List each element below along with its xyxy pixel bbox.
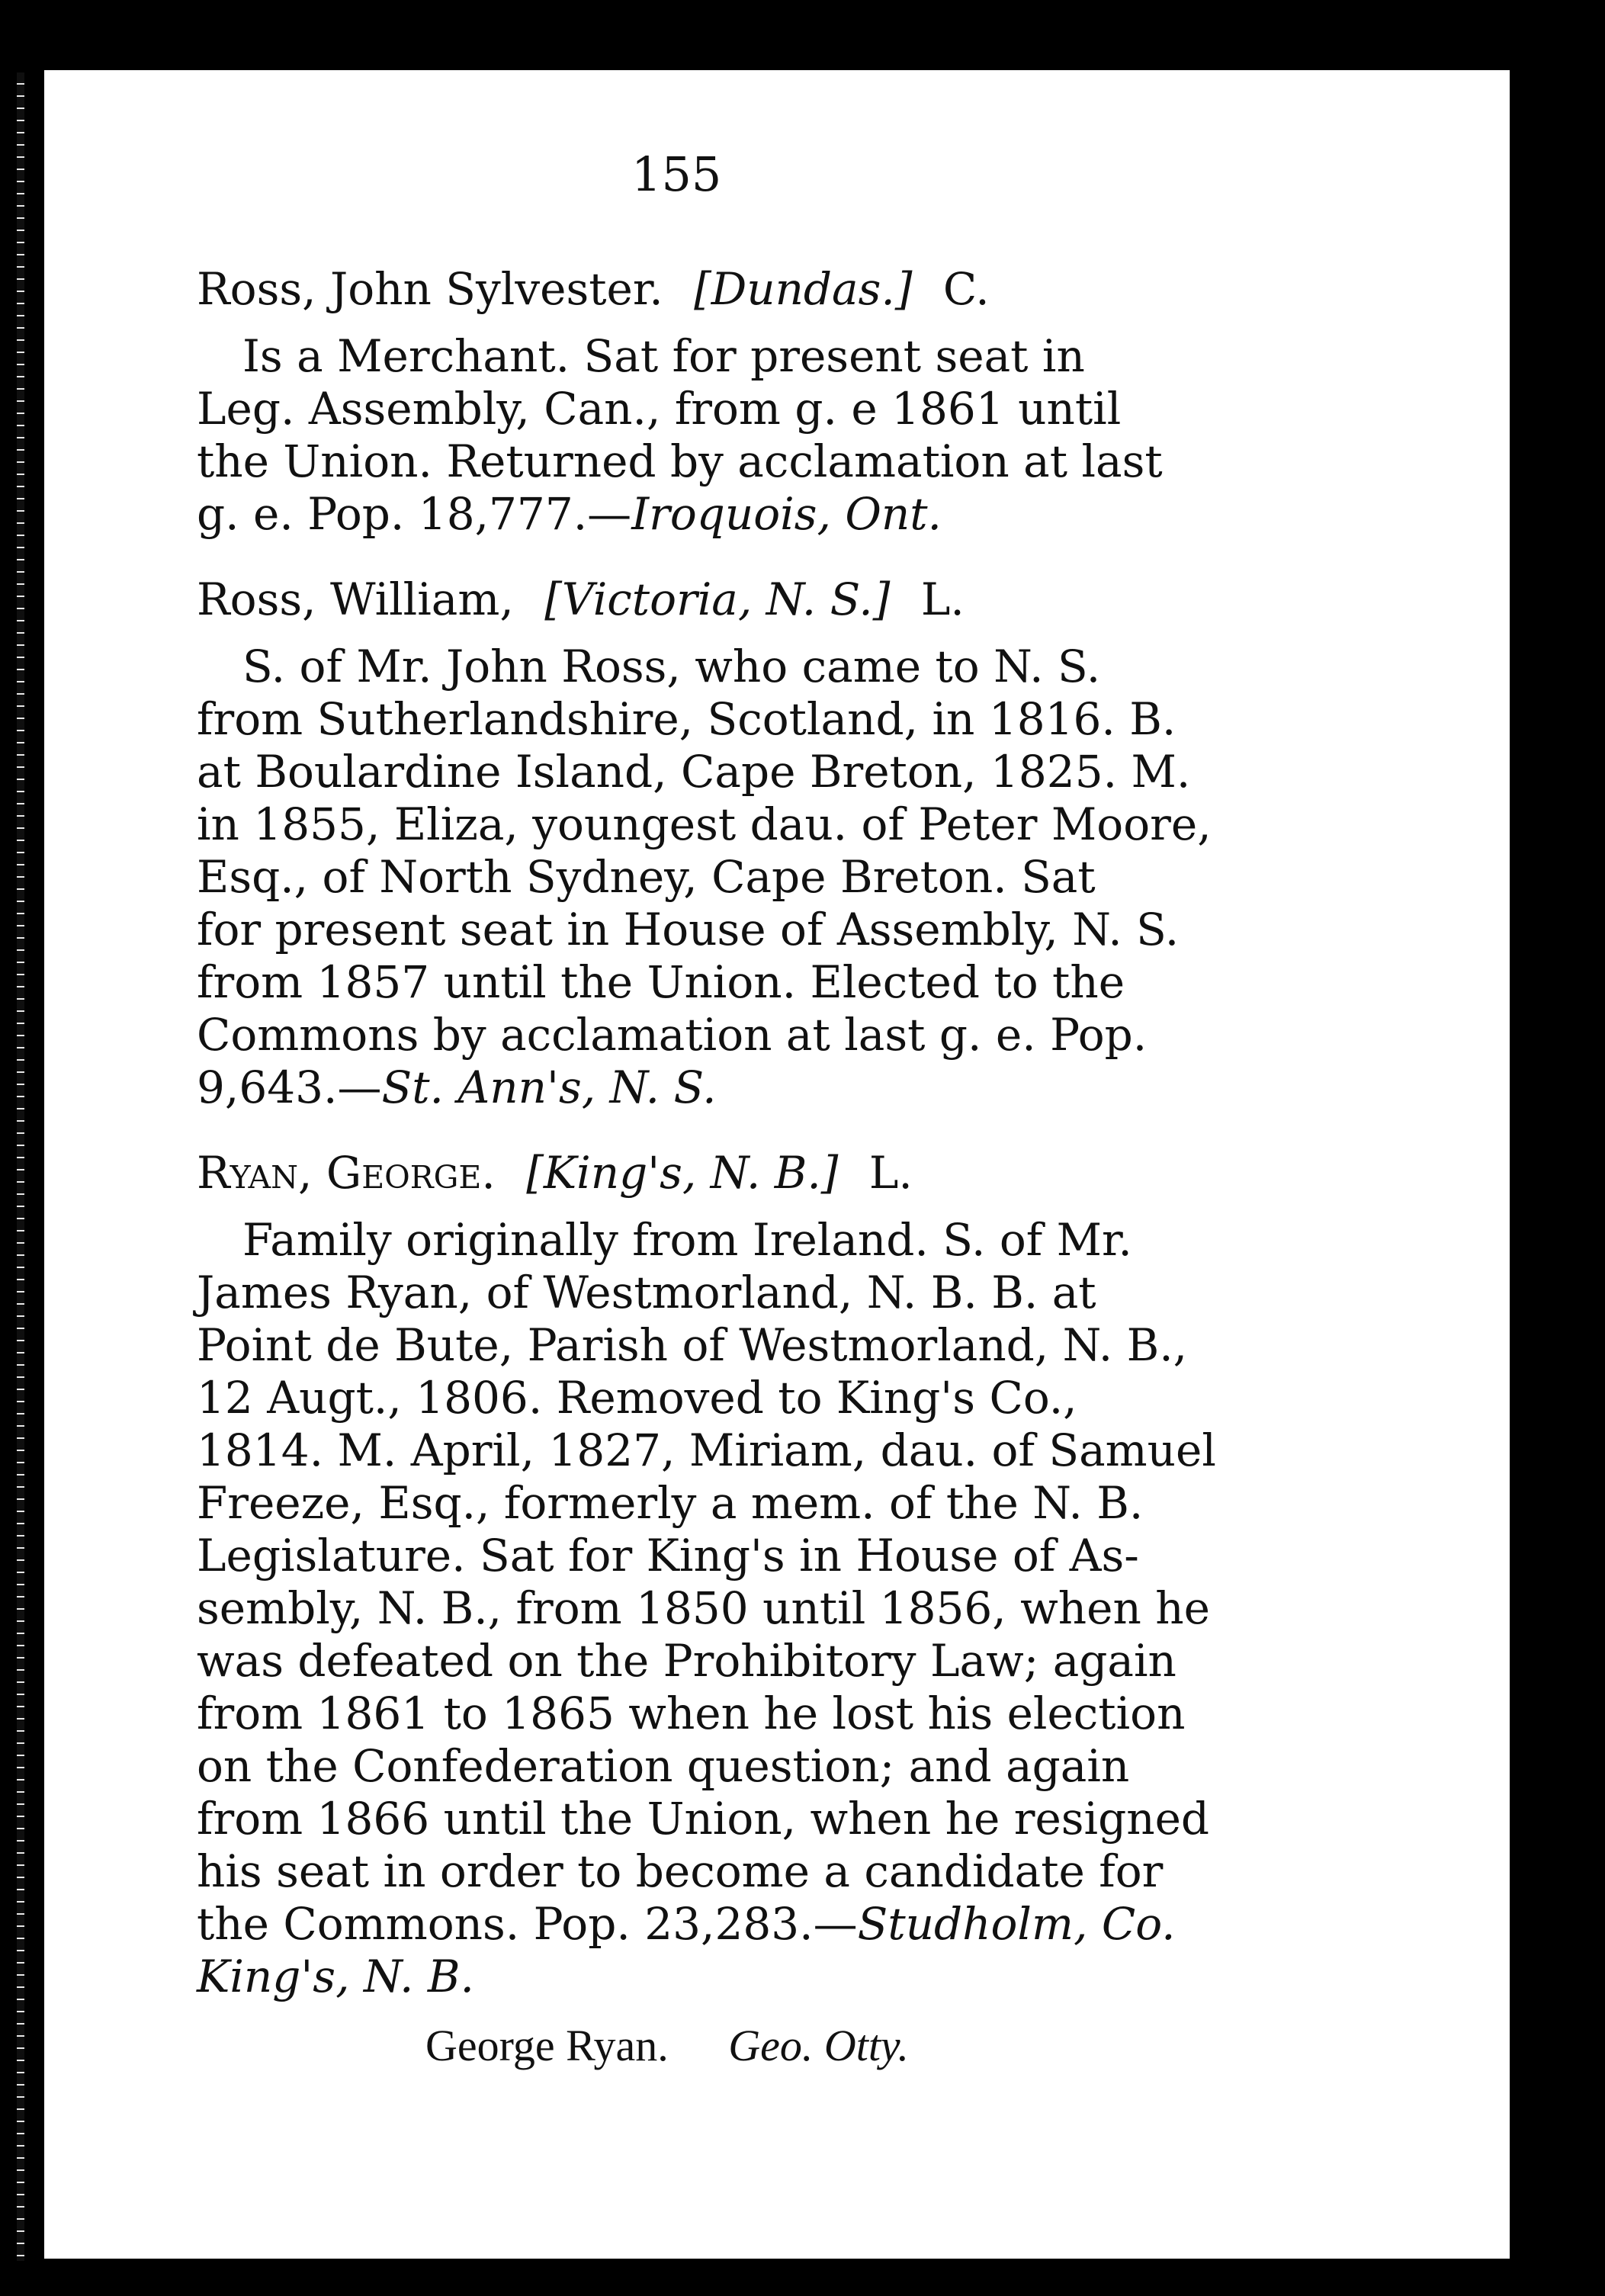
entry-body-line: from 1861 to 1865 when he lost his election xyxy=(197,1687,1186,1739)
entry-heading xyxy=(197,263,990,316)
book-page xyxy=(44,70,1510,2259)
entry-body-line: 9,643.—St. Ann's, N. S. xyxy=(197,1061,717,1113)
entry-body-line: Freeze, Esq., formerly a mem. of the N. B. xyxy=(197,1477,1144,1529)
entry-heading xyxy=(197,573,965,626)
signature-1: George Ryan. xyxy=(425,2021,669,2070)
entry-body-line: 12 Augt., 1806. Removed to King's Co., xyxy=(197,1372,1077,1424)
entry-body-line: was defeated on the Prohibitory Law; again xyxy=(197,1635,1176,1687)
entry-riding: [Dundas.] xyxy=(694,263,913,315)
entry-body-line: at Boulardine Island, Cape Breton, 1825. M. xyxy=(197,746,1191,798)
entry-body-line: the Commons. Pop. 23,283.—Studholm, Co. xyxy=(197,1898,1176,1950)
entry-body-line: Commons by acclamation at last g. e. Pop. xyxy=(197,1009,1148,1061)
entry-name: Ryan, George. xyxy=(197,1147,496,1199)
entry-body-line: from 1866 until the Union, when he resigned xyxy=(197,1793,1210,1845)
entry-body-line: S. of Mr. John Ross, who came to N. S. xyxy=(242,641,1101,692)
entry-body-line: on the Confederation question; and again xyxy=(197,1740,1130,1792)
entry-party: L. xyxy=(868,1147,913,1199)
entry-location: St. Ann's, N. S. xyxy=(381,1061,717,1113)
entry-heading xyxy=(197,1147,913,1199)
entry-body-line: from Sutherlandshire, Scotland, in 1816. B. xyxy=(197,693,1176,745)
entry-body-line: sembly, N. B., from 1850 until 1856, when he xyxy=(197,1582,1210,1634)
entry-party: L. xyxy=(920,573,965,625)
entry-party: C. xyxy=(942,263,990,315)
entry-body-line: the Union. Returned by acclamation at last xyxy=(197,435,1163,487)
book-spine-edge xyxy=(17,72,24,2261)
entry-body-line: Family originally from Ireland. S. of Mr. xyxy=(242,1214,1132,1266)
entry-body-line: Point de Bute, Parish of Westmorland, N. B., xyxy=(197,1319,1188,1371)
entry-body-line: for present seat in House of Assembly, N. S. xyxy=(197,904,1180,955)
entry-body-line: from 1857 until the Union. Elected to the xyxy=(197,956,1125,1008)
entry-riding: [Victoria, N. S.] xyxy=(544,573,891,625)
entry-name: Ross, William, xyxy=(197,573,514,625)
page-number: 155 xyxy=(631,146,722,202)
entry-body-line: Esq., of North Sydney, Cape Breton. Sat xyxy=(197,851,1096,903)
entry-body-line: 1814. M. April, 1827, Miriam, dau. of Samuel xyxy=(197,1424,1216,1476)
entry-body-line: Is a Merchant. Sat for present seat in xyxy=(242,330,1085,382)
entry-body-line: g. e. Pop. 18,777.—Iroquois, Ont. xyxy=(197,488,942,540)
entry-body-line: Legislature. Sat for King's in House of As- xyxy=(197,1530,1139,1582)
signature-2: Geo. Otty. xyxy=(728,2021,909,2070)
entry-riding: [King's, N. B.] xyxy=(526,1147,839,1199)
entry-location: King's, N. B. xyxy=(197,1951,474,2002)
entry-body-line xyxy=(197,1951,474,2003)
entry-location: Iroquois, Ont. xyxy=(631,488,942,540)
entry-body-line: James Ryan, of Westmorland, N. B. B. at xyxy=(197,1267,1096,1318)
entry-location: Studholm, Co. xyxy=(857,1898,1176,1950)
entry-body-line: in 1855, Eliza, youngest dau. of Peter Moore, xyxy=(197,798,1212,850)
entry-body-line: his seat in order to become a candidate for xyxy=(197,1845,1164,1897)
entry-name: Ross, John Sylvester. xyxy=(197,263,663,315)
entry-body-line: Leg. Assembly, Can., from g. e 1861 until xyxy=(197,383,1122,435)
signature-line xyxy=(425,2019,909,2072)
